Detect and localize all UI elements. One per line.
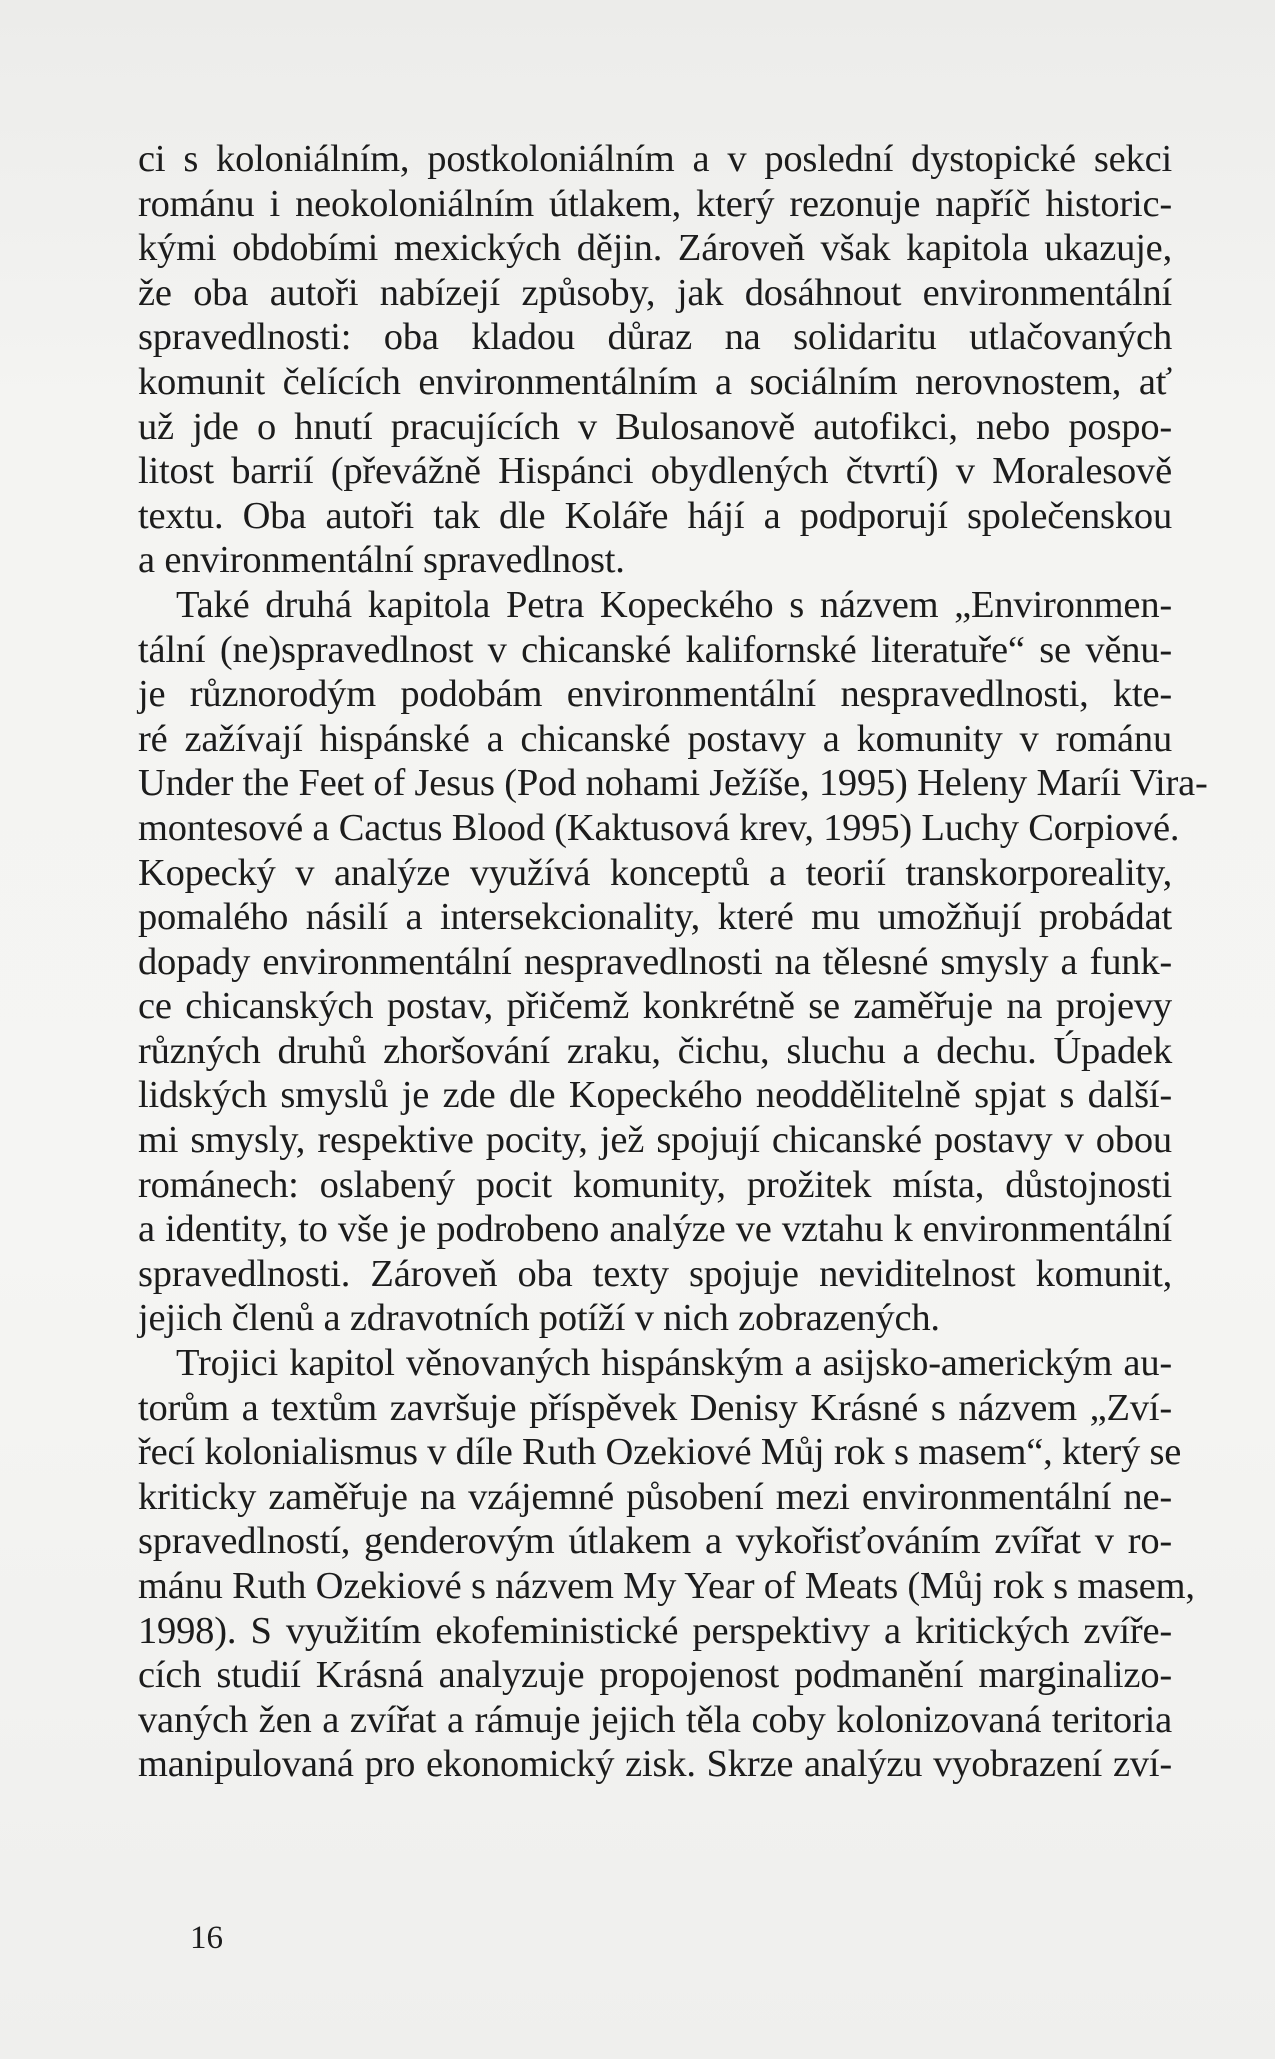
text-line: spravedlností, genderovým útlakem a vykořisťováním zvířat v ro- (138, 1520, 1172, 1563)
text-line: románu i neokoloniálním útlakem, který rezonuje napříč historic- (138, 182, 1172, 225)
text-line: a identity, to vše je podrobeno analýze ve vztahu k environmentální (138, 1208, 1172, 1251)
text-line: ce chicanských postav, přičemž konkrétně se zaměřuje na projevy (138, 985, 1172, 1028)
text-line: manipulovaná pro ekonomický zisk. Skrze analýzu vyobrazení zví- (138, 1743, 1172, 1786)
text-line: cích studií Krásná analyzuje propojenost podmanění marginalizo- (138, 1654, 1172, 1697)
text-line: komunit čelících environmentálním a sociálním nerovnostem, ať (138, 360, 1172, 403)
text-line: je různorodým podobám environmentální nespravedlnosti, kte- (138, 673, 1172, 716)
text-line: románech: oslabený pocit komunity, prožitek místa, důstojnosti (138, 1163, 1172, 1206)
text-line: dopady environmentální nespravedlnosti na tělesné smysly a funk- (138, 940, 1172, 983)
text-line: 1998). S využitím ekofeministické perspektivy a kritických zvíře- (138, 1609, 1172, 1652)
text-line: kými obdobími mexických dějin. Zároveň však kapitola ukazuje, (138, 227, 1172, 270)
text-line: jejich členů a zdravotních potíží v nich zobrazených. (138, 1297, 940, 1340)
text-line: mi smysly, respektive pocity, jež spojují chicanské postavy v obou (138, 1119, 1172, 1162)
text-line: kriticky zaměřuje na vzájemné působení mezi environmentální ne- (138, 1475, 1172, 1518)
text-line: tální (ne)spravedlnost v chicanské kalifornské literatuře“ se věnu- (138, 628, 1172, 671)
text-line: lidských smyslů je zde dle Kopeckého neoddělitelně spjat s další- (138, 1074, 1172, 1117)
text-line: spravedlnosti. Zároveň oba texty spojuje neviditelnost komunit, (138, 1252, 1172, 1295)
text-line: mánu Ruth Ozekiové s názvem My Year of Meats (Můj rok s masem, (138, 1565, 1195, 1607)
text-line: Kopecký v analýze využívá konceptů a teorií transkorporeality, (138, 851, 1172, 894)
text-line: Under the Feet of Jesus (Pod nohami Ježíše, 1995) Heleny Maríi Vira- (138, 762, 1208, 805)
text-line: ré zažívají hispánské a chicanské postavy a komunity v románu (138, 717, 1172, 760)
text-line: a environmentální spravedlnost. (138, 539, 625, 582)
text-line: Také druhá kapitola Petra Kopeckého s názvem „Environmen- (176, 583, 1172, 626)
text-line: různých druhů zhoršování zraku, čichu, sluchu a dechu. Úpadek (138, 1029, 1172, 1072)
text-line: že oba autoři nabízejí způsoby, jak dosáhnout environmentální (138, 271, 1172, 314)
text-line: textu. Oba autoři tak dle Koláře hájí a podporují společenskou (138, 494, 1172, 537)
text-line: už jde o hnutí pracujících v Bulosanově autofikci, nebo pospo- (138, 405, 1172, 448)
text-line: Trojici kapitol věnovaných hispánským a asijsko-americkým au- (176, 1342, 1172, 1385)
text-line: ci s koloniálním, postkoloniálním a v poslední dystopické sekci (138, 138, 1172, 180)
body-text (138, 137, 1208, 1787)
text-line: montesové a Cactus Blood (Kaktusová krev, 1995) Luchy Corpiové. (138, 806, 1180, 849)
text-line: vaných žen a zvířat a rámuje jejich těla coby kolonizovaná teritoria (138, 1698, 1172, 1741)
page-number: 16 (190, 1920, 223, 1956)
text-line: torům a textům završuje příspěvek Denisy Krásné s názvem „Zví- (138, 1386, 1172, 1429)
text-line: spravedlnosti: oba kladou důraz na solidaritu utlačovaných (138, 316, 1172, 359)
text-line: pomalého násilí a intersekcionality, které mu umožňují probádat (138, 896, 1172, 939)
text-line: řecí kolonialismus v díle Ruth Ozekiové Můj rok s masem“, který se (138, 1431, 1182, 1474)
text-line: litost barrií (převážně Hispánci obydlených čtvrtí) v Moralesově (138, 450, 1172, 493)
